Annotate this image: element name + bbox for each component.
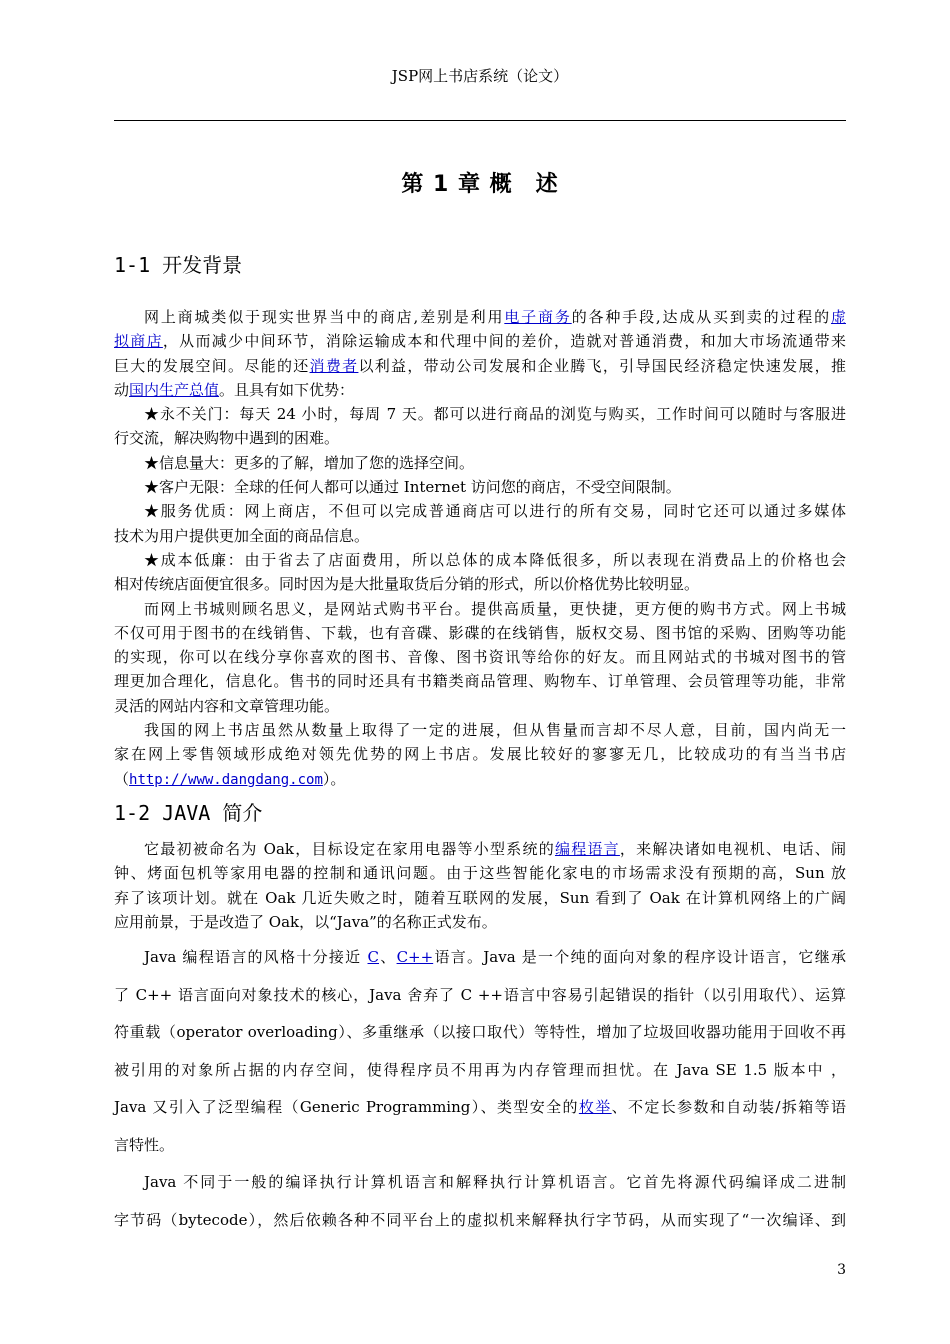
hyperlink[interactable]: 消费者 bbox=[309, 356, 359, 375]
text-run: 行交流，解决购物中遇到的困难。 bbox=[114, 429, 340, 448]
text-line bbox=[114, 939, 846, 977]
running-header: JSP网上书店系统（论文） bbox=[391, 67, 569, 85]
hyperlink[interactable]: 国内生产总值 bbox=[129, 380, 220, 399]
text-run: 灵活的网站内容和文章管理功能。 bbox=[114, 696, 340, 715]
text-run: 字节码（bytecode），然后依赖各种不同平台上的虚拟机来解释执行字节码，从而实现了“一次编译、到 bbox=[114, 1210, 846, 1229]
text-run: ）。 bbox=[322, 769, 346, 788]
text-run: 的实现，你可以在线分享你喜欢的图书、音像、图书资讯等给你的好友。而且网站式的书城对图书的管 bbox=[114, 648, 846, 667]
text-line bbox=[114, 1164, 846, 1202]
text-run: 而网上书城则顾名思义，是网站式购书平台。提供高质量，更快捷，更方便的购书方式。网上书城 bbox=[144, 599, 846, 618]
section-title-background: 1-1 开发背景 bbox=[114, 253, 243, 277]
text-run: ，来解决诸如电视机、电话、闹 bbox=[619, 840, 846, 858]
text-line bbox=[114, 378, 846, 402]
page-number: 3 bbox=[837, 1262, 846, 1278]
text-line bbox=[114, 1052, 846, 1090]
hyperlink[interactable]: 虚 bbox=[830, 308, 846, 326]
text-line bbox=[114, 354, 846, 378]
text-run: 言特性。 bbox=[114, 1135, 175, 1154]
text-run: 家在网上零售领域形成绝对领先优势的网上书店。发展比较好的寥寥无几，比较成功的有当当书店 bbox=[114, 745, 846, 764]
text-run: 它最初被命名为 Oak，目标设定在家用电器等小型系统的 bbox=[144, 840, 555, 858]
text-run: 不仅可用于图书的在线销售、下载，也有音碟、影碟的在线销售，版权交易、图书馆的采购、团购等功能 bbox=[114, 623, 846, 642]
text-run: 技术为用户提供更加全面的商品信息。 bbox=[114, 526, 370, 545]
text-line bbox=[114, 742, 846, 766]
text-run: 巨大的发展空间。尽能的还 bbox=[114, 356, 310, 375]
text-line bbox=[114, 1089, 846, 1127]
text-run: Java 不同于一般的编译执行计算机语言和解释执行计算机语言。它首先将源代码编译成二进制 bbox=[144, 1173, 846, 1191]
text-line bbox=[114, 977, 846, 1015]
section2-body-part1 bbox=[114, 837, 846, 934]
text-line bbox=[114, 597, 846, 621]
hyperlink[interactable]: 拟商店 bbox=[114, 332, 163, 351]
hyperlink[interactable]: 电子商务 bbox=[504, 308, 572, 326]
section2-body-part2 bbox=[114, 939, 846, 1239]
text-run: ★成本低廉：由于省去了店面费用，所以总体的成本降低很多，所以表现在消费品上的价格也会 bbox=[144, 550, 846, 569]
text-line bbox=[114, 499, 846, 523]
header-rule bbox=[114, 120, 846, 121]
text-run: ★信息量大：更多的了解，增加了您的选择空间。 bbox=[144, 453, 475, 472]
text-line bbox=[114, 910, 846, 934]
text-line bbox=[114, 767, 846, 792]
text-line bbox=[114, 694, 846, 718]
text-run: Java 又引入了泛型编程（Generic Programming）、类型安全的 bbox=[114, 1098, 579, 1116]
hyperlink[interactable]: http://www.dangdang.com bbox=[129, 771, 323, 788]
text-run: 的各种手段,达成从买到卖的过程的 bbox=[571, 308, 831, 326]
hyperlink[interactable]: C++ bbox=[396, 948, 434, 966]
text-run: 弃了该项计划。就在 Oak 几近失败之时，随着互联网的发展，Sun 看到了 Oak 在计算机网络上的广阔 bbox=[114, 888, 846, 907]
text-line bbox=[114, 572, 846, 596]
text-run: 、不定长参数和自动装/拆箱等语 bbox=[611, 1098, 846, 1116]
text-run: 相对传统店面便宜很多。同时因为是大批量取货后分销的形式，所以价格优势比较明显。 bbox=[114, 575, 700, 594]
text-run: ，从而减少中间环节，消除运输成本和代理中间的差价，造就对普通消费，和加大市场流通带来 bbox=[162, 332, 846, 351]
text-line bbox=[114, 669, 846, 693]
text-run: 网上商城类似于现实世界当中的商店,差别是利用 bbox=[144, 308, 505, 326]
text-run: （ bbox=[114, 769, 130, 788]
text-run: 符重载（operator overloading）、多重继承（以接口取代）等特性，增加了垃圾回收器功能用于回收不再 bbox=[114, 1023, 846, 1041]
text-line bbox=[114, 475, 846, 499]
text-run: 了 C++ 语言面向对象技术的核心，Java 舍弃了 C ++语言中容易引起错误的指针（以引用取代）、运算 bbox=[114, 985, 846, 1004]
text-line bbox=[114, 402, 846, 426]
text-line bbox=[114, 426, 846, 450]
text-run: 。且具有如下优势： bbox=[219, 380, 355, 399]
text-line bbox=[114, 1202, 846, 1240]
text-line bbox=[114, 1127, 846, 1165]
text-line bbox=[114, 1014, 846, 1052]
text-line bbox=[114, 718, 846, 742]
hyperlink[interactable]: C bbox=[367, 948, 379, 966]
text-run: 理更加合理化，信息化。售书的同时还具有书籍类商品管理、购物车、订单管理、会员管理等功能，非常 bbox=[114, 672, 846, 691]
text-run: ★永不关门：每天 24 小时，每周 7 天。都可以进行商品的浏览与购买，工作时间可以随时与客服进 bbox=[144, 405, 846, 424]
text-run: 动 bbox=[114, 380, 130, 399]
text-line bbox=[114, 886, 846, 910]
text-line bbox=[114, 451, 846, 475]
text-line bbox=[114, 305, 846, 329]
hyperlink[interactable]: 编程语言 bbox=[554, 840, 620, 858]
text-run: 语言。Java 是一个纯的面向对象的程序设计语言，它继承 bbox=[433, 948, 846, 966]
section-title-java: 1-2 JAVA 简介 bbox=[114, 801, 263, 825]
text-run: 被引用的对象所占据的内存空间，使得程序员不用再为内存管理而担忧。在 Java SE 1.5 版本中 ， bbox=[114, 1060, 846, 1079]
text-line bbox=[114, 645, 846, 669]
text-line bbox=[114, 548, 846, 572]
text-run: 应用前景，于是改造了 Oak，以“Java”的名称正式发布。 bbox=[114, 912, 497, 931]
text-run: ★服务优质：网上商店，不但可以完成普通商店可以进行的所有交易，同时它还可以通过多媒体 bbox=[144, 502, 846, 521]
text-run: 、 bbox=[379, 948, 397, 966]
text-run: ★客户无限：全球的任何人都可以通过 Internet 访问您的商店，不受空间限制。 bbox=[144, 478, 681, 497]
text-run: 以利益，带动公司发展和企业腾飞，引导国民经济稳定快速发展，推 bbox=[358, 356, 846, 375]
text-line bbox=[114, 329, 846, 353]
text-line bbox=[114, 524, 846, 548]
hyperlink[interactable]: 枚举 bbox=[578, 1098, 612, 1116]
text-run: Java 编程语言的风格十分接近 bbox=[144, 948, 368, 966]
text-line bbox=[114, 861, 846, 885]
section1-body bbox=[114, 305, 846, 792]
text-run: 钟、烤面包机等家用电器的控制和通讯问题。由于这些智能化家电的市场需求没有预期的高，Sun 放 bbox=[114, 864, 846, 883]
text-run: 我国的网上书店虽然从数量上取得了一定的进展，但从售量而言却不尽人意，目前，国内尚无一 bbox=[144, 721, 846, 740]
text-line bbox=[114, 621, 846, 645]
chapter-title: 第 1 章 概 述 bbox=[401, 172, 559, 197]
text-line bbox=[114, 837, 846, 861]
